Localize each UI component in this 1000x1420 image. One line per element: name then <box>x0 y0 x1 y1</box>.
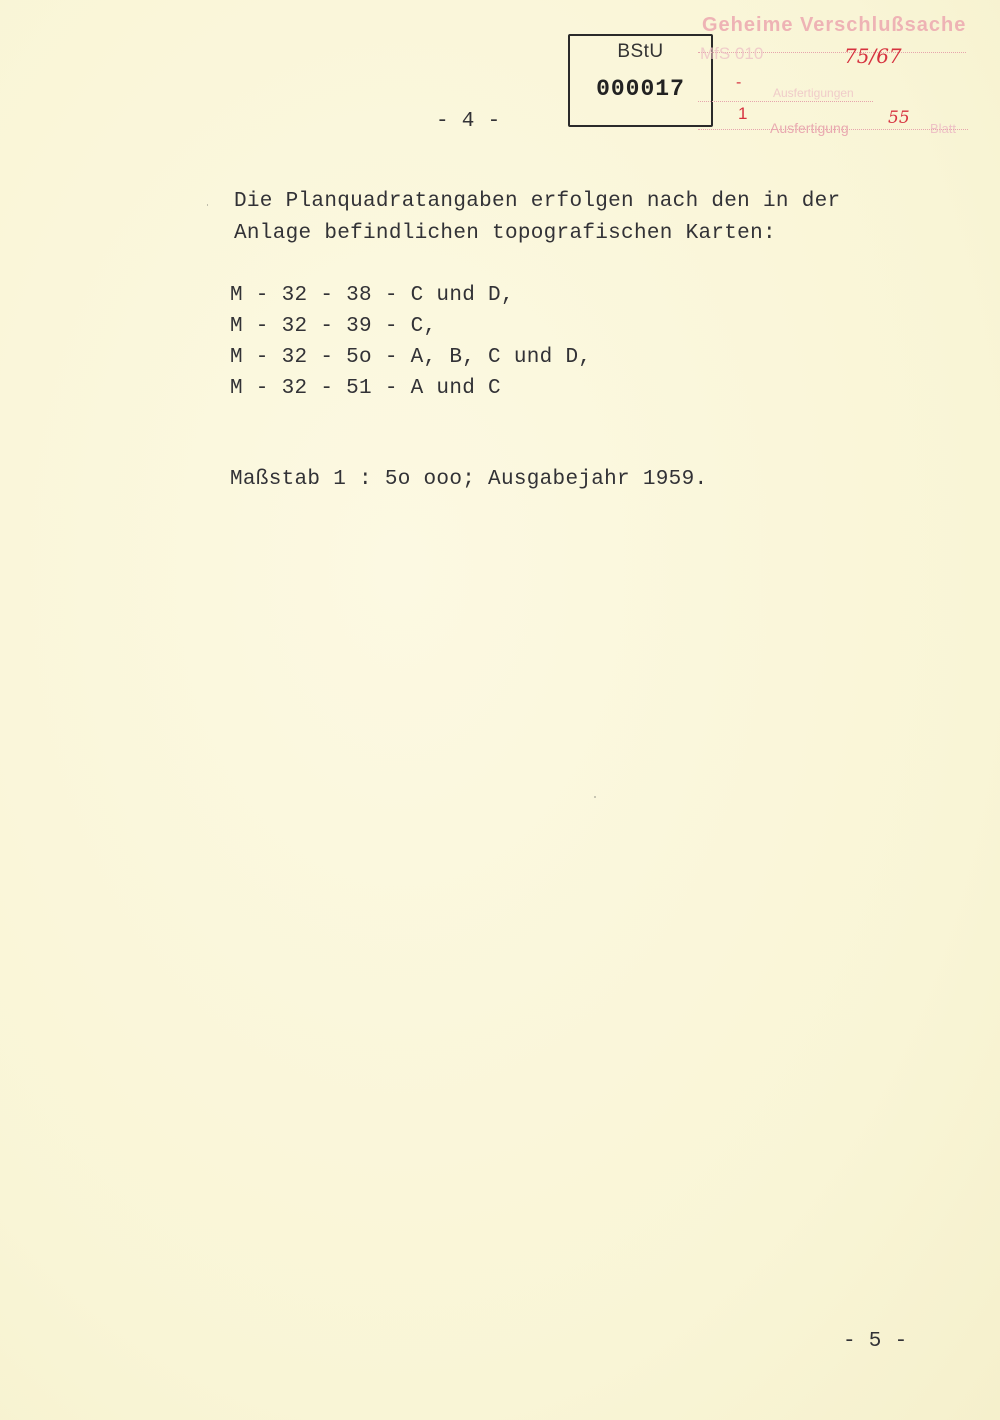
scale-line: Maßstab 1 : 5o ooo; Ausgabejahr 1959. <box>230 468 708 491</box>
archive-stamp <box>568 34 713 127</box>
intro-line: Anlage befindlichen topografischen Karten: <box>234 222 776 245</box>
paper-speck <box>594 796 596 798</box>
sheet-label: Blatt <box>930 121 957 136</box>
copies-label: Ausfertigungen <box>773 86 854 100</box>
next-page-marker: - 5 - <box>843 1330 908 1353</box>
copy-label: Ausfertigung <box>770 120 849 136</box>
archive-stamp-label: BStU <box>617 41 664 62</box>
intro-line: Die Planquadratangaben erfolgen nach den in der <box>234 190 841 213</box>
archive-stamp-number: 000017 <box>596 76 685 102</box>
paper-speck <box>207 204 208 206</box>
stamp-dotted-line <box>698 101 873 102</box>
sheet-count: 55 <box>888 108 910 128</box>
copy-number: 1 <box>738 104 748 123</box>
registry-number: 75/67 <box>844 44 902 68</box>
map-sheet-item: M - 32 - 38 - C und D, <box>230 284 514 307</box>
classification-title: Geheime Verschlußsache <box>702 14 967 36</box>
map-sheet-item: M - 32 - 5o - A, B, C und D, <box>230 346 592 369</box>
copies-mark: - <box>736 74 742 91</box>
page-number: - 4 - <box>436 110 501 133</box>
registry-prefix: MfS 010 <box>700 44 764 63</box>
stamp-dotted-line <box>698 129 968 130</box>
map-sheet-item: M - 32 - 39 - C, <box>230 315 437 338</box>
map-sheet-item: M - 32 - 51 - A und C <box>230 377 501 400</box>
classification-stamp <box>698 8 988 136</box>
